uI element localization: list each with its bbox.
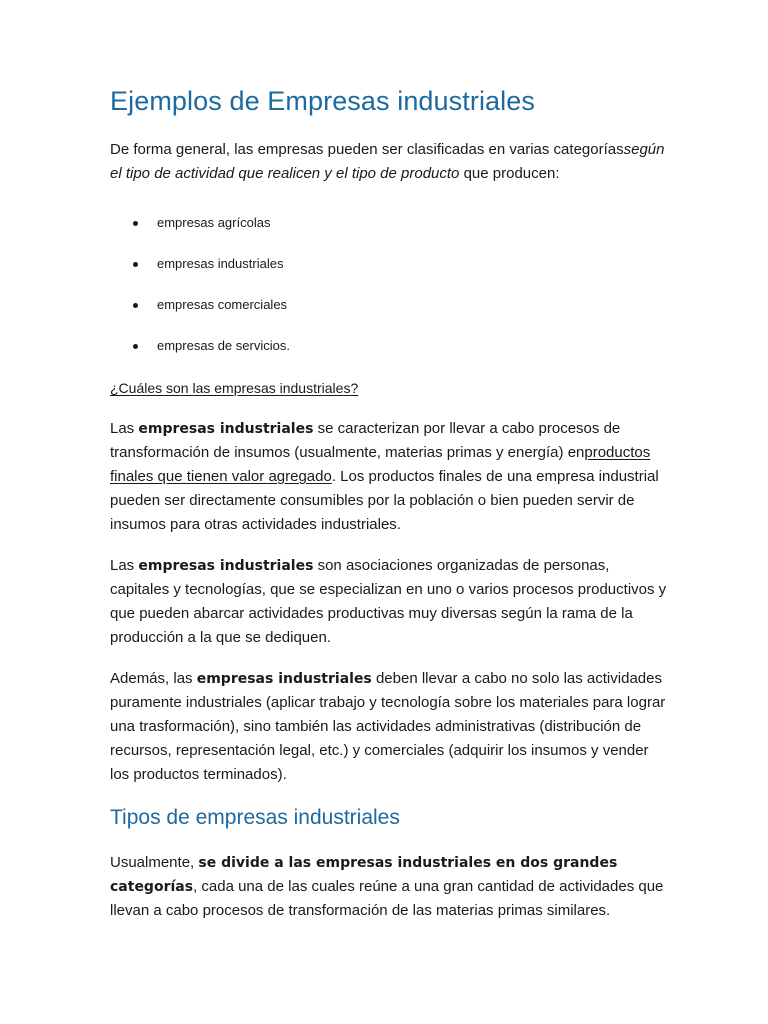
para1-text-b: se caracterizan por llevar a cabo procesos de transformación de insumos (usualmente, materias primas y energía) en [110, 420, 621, 461]
para4-text-b: , cada una de las cuales reúne a una gran cantidad de actividades que llevan a cabo procesos de transformación de las materias primas similares. [110, 878, 664, 919]
paragraph-3 [110, 667, 668, 787]
para4-text-a: Usualmente, [110, 854, 199, 871]
paragraph-1 [110, 417, 668, 537]
para1-text-c: . Los productos finales de una empresa industrial pueden ser directamente consumibles por la población o bien pueden servir de insumos para otras actividades industriales. [110, 468, 659, 533]
list-item-label: empresas de servicios. [157, 338, 290, 353]
list-item [110, 297, 668, 313]
bullet-icon [133, 221, 138, 226]
bullet-icon [133, 344, 138, 349]
paragraph-4 [110, 851, 668, 923]
list-item-label: empresas agrícolas [157, 215, 271, 230]
list-item-label: empresas comerciales [157, 297, 288, 312]
intro-text-a: De forma general, las empresas pueden ser clasificadas en varias categorías [110, 141, 624, 158]
para2-text-a: Las [110, 557, 139, 574]
question-paragraph [110, 376, 668, 400]
bullet-icon [133, 303, 138, 308]
intro-text-b: que producen: [459, 165, 560, 182]
para3-bold: empresas industriales [196, 671, 372, 687]
paragraph-2 [110, 554, 668, 650]
para3-text-a: Además, las [110, 670, 197, 687]
intro-paragraph [110, 138, 668, 186]
section-title: Tipos de empresas industriales [110, 806, 400, 829]
list-item [110, 256, 668, 272]
para2-bold: empresas industriales [138, 558, 314, 574]
page-title: Ejemplos de Empresas industriales [110, 86, 535, 116]
list-item-label: empresas industriales [157, 256, 284, 271]
question-link[interactable]: ¿Cuáles son las empresas industriales? [110, 380, 359, 396]
para1-bold: empresas industriales [138, 421, 314, 437]
bullet-icon [133, 262, 138, 267]
value-added-link[interactable]: productos finales que tienen valor agregado [110, 444, 651, 485]
para1-text-a: Las [110, 420, 139, 437]
intro-text-italic: según el tipo de actividad que realicen y el tipo de producto [110, 141, 665, 182]
para3-text-b: deben llevar a cabo no solo las actividades puramente industriales (aplicar trabajo y tecnología sobre los materiales para lograr una trasformación), sino también las actividades administrativas (distribución de recursos, representación legal, etc.) y comerciales (adquirir los insumos y vender los productos terminados). [110, 670, 666, 783]
company-types-list [110, 215, 668, 354]
para4-bold: se divide a las empresas industriales en dos grandes categorías [110, 855, 618, 895]
list-item [110, 338, 668, 354]
list-item [110, 215, 668, 231]
para2-text-b: son asociaciones organizadas de personas, capitales y tecnologías, que se especializan en uno o varios procesos productivos y que pueden abarcar actividades productivas muy diversas según la rama de la producción a la que se dediquen. [110, 557, 667, 646]
